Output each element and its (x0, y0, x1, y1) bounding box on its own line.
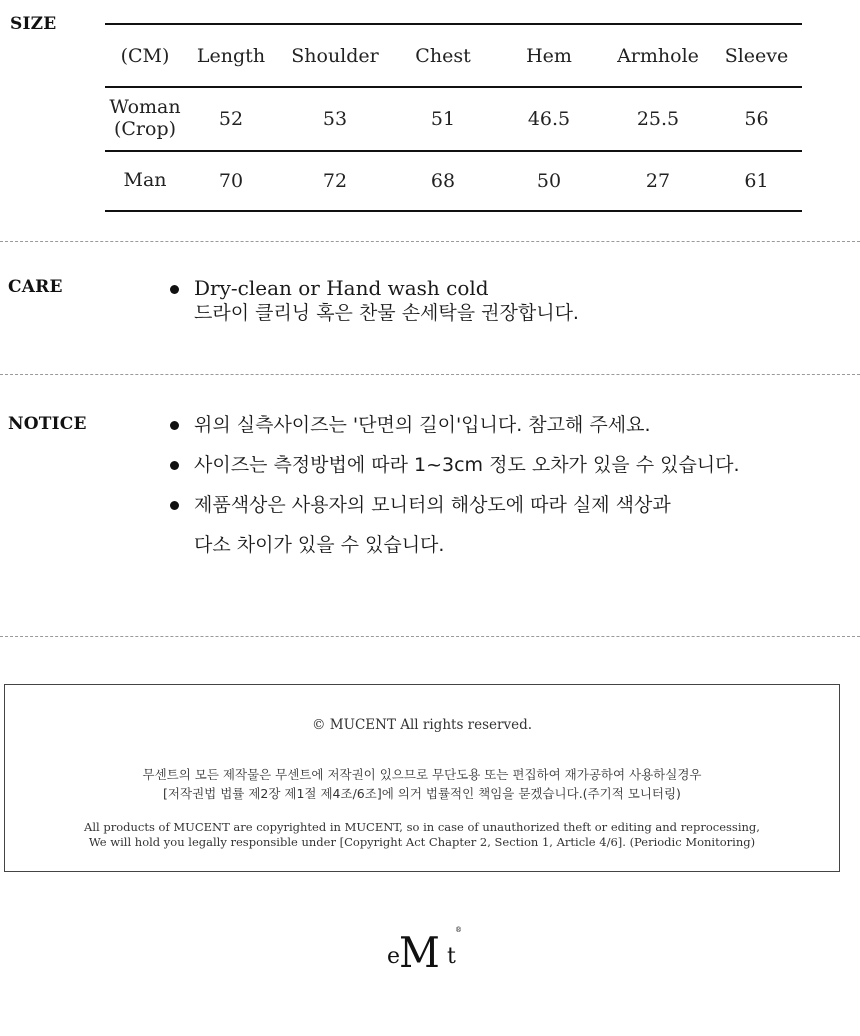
list-item (170, 412, 740, 438)
list-item (170, 276, 579, 326)
copyright-notice-box (4, 684, 840, 872)
bullet-icon (170, 461, 179, 470)
row-header-line: Woman (109, 96, 181, 119)
table-row (105, 87, 802, 151)
bullet-icon (170, 501, 179, 510)
notice-list (170, 412, 740, 572)
logo-letter: e (387, 944, 401, 969)
notice-section-label: NOTICE (8, 414, 87, 434)
copyright-english-line: All products of MUCENT are copyrighted in MUCENT, so in case of unauthorized theft or editing and reprocessing, (84, 820, 760, 834)
table-cell: 70 (218, 170, 244, 192)
column-header-hem: Hem (526, 44, 572, 67)
notice-text: 위의 실측사이즈는 '단면의 길이'입니다. 참고해 주세요. (194, 414, 651, 436)
list-item-continuation (170, 532, 740, 558)
table-cell: 52 (218, 108, 244, 130)
copyright-english (5, 820, 839, 850)
care-section-label: CARE (8, 277, 63, 297)
table-row (105, 151, 802, 211)
bullet-icon (170, 285, 179, 294)
table-cell: 68 (430, 170, 456, 192)
table-cell: 72 (322, 170, 348, 192)
care-instruction-ko: 드라이 클리닝 혹은 찬물 손세탁을 권장합니다. (194, 302, 579, 324)
brand-logo (385, 926, 475, 976)
logo-letter: t (447, 944, 456, 969)
notice-text: 다소 차이가 있을 수 있습니다. (194, 534, 445, 556)
copyright-korean-line: [저작권법 법률 제2장 제1절 제4조/6조]에 의거 법률적인 책임을 묻겠습니다.(주기적 모니터링) (163, 786, 681, 801)
table-cell: 51 (430, 108, 456, 130)
registered-mark-icon: ® (455, 926, 462, 934)
list-item (170, 452, 740, 478)
notice-text: 사이즈는 측정방법에 따라 1~3cm 정도 오차가 있을 수 있습니다. (194, 454, 740, 476)
size-table-header-row (105, 24, 802, 87)
care-instruction-en: Dry-clean or Hand wash cold (194, 276, 489, 300)
section-divider (0, 636, 860, 637)
table-cell: 46.5 (527, 108, 571, 130)
bullet-icon (170, 421, 179, 430)
column-header-shoulder: Shoulder (291, 44, 379, 67)
row-header-man: Man (123, 169, 167, 192)
list-item (170, 492, 740, 518)
section-divider (0, 241, 860, 242)
table-cell: 25.5 (636, 108, 680, 130)
table-cell: 27 (645, 170, 671, 192)
copyright-korean (5, 765, 839, 803)
column-header-sleeve: Sleeve (724, 44, 789, 67)
logo-letter: M (399, 928, 438, 977)
notice-text: 제품색상은 사용자의 모니터의 해상도에 따라 실제 색상과 (194, 494, 671, 516)
column-header-armhole: Armhole (617, 44, 699, 67)
column-header-unit: (CM) (120, 44, 170, 67)
column-header-chest: Chest (415, 44, 471, 67)
copyright-english-line: We will hold you legally responsible under [Copyright Act Chapter 2, Section 1, Article 4/6]. (Periodic Monitoring) (88, 835, 756, 849)
copyright-korean-line: 무센트의 모든 제작물은 무센트에 저작권이 있으므로 무단도용 또는 편집하여 재가공하여 사용하실경우 (142, 767, 702, 782)
size-table (105, 23, 802, 212)
care-list (170, 276, 579, 326)
column-header-length: Length (196, 44, 266, 67)
table-cell: 53 (322, 108, 348, 130)
section-divider (0, 374, 860, 375)
row-header-line: (Crop) (113, 118, 177, 140)
table-cell: 50 (536, 170, 562, 192)
row-header-woman (105, 87, 185, 151)
table-cell: 56 (744, 108, 769, 130)
copyright-line: © MUCENT All rights reserved. (311, 717, 533, 733)
size-section-label: SIZE (10, 14, 57, 34)
table-cell: 61 (744, 170, 769, 192)
